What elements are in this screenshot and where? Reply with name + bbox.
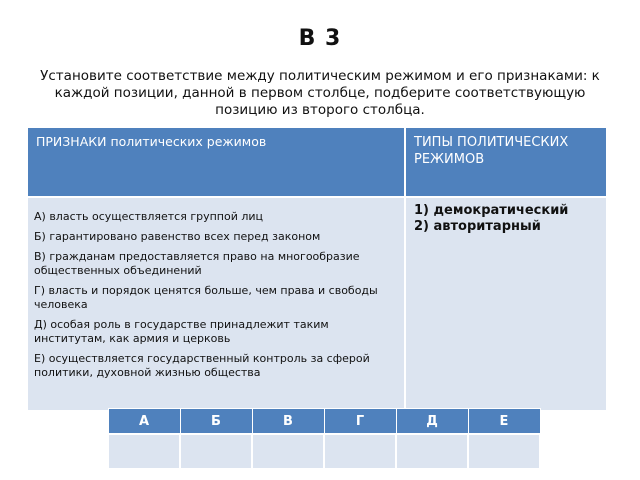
criterion-v: В) гражданам предоставляется право на многообразие общественных объединений — [34, 250, 360, 277]
type-2: 2) авторитарный — [414, 219, 541, 234]
types-column-header — [405, 128, 606, 197]
answer-cell-e[interactable] — [468, 434, 540, 469]
answer-grid-input-row — [108, 434, 540, 469]
answer-cell-a[interactable] — [108, 434, 180, 469]
criteria-column-header — [28, 128, 405, 197]
matching-table-body-row — [28, 197, 606, 410]
answer-letter-v: В — [252, 409, 324, 435]
criteria-list — [28, 198, 404, 380]
criterion-b: Б) гарантировано равенство всех перед законом — [34, 230, 321, 243]
answer-grid — [107, 408, 541, 470]
types-cell — [405, 197, 606, 410]
answer-cell-v[interactable] — [252, 434, 324, 469]
criterion-d: Д) особая роль в государстве принадлежит таким институтам, как армия и церковь — [34, 318, 329, 345]
matching-table-header-row — [28, 128, 606, 197]
type-1: 1) демократический — [414, 203, 569, 218]
matching-table — [28, 128, 606, 410]
criteria-cell — [28, 197, 405, 410]
answer-cell-d[interactable] — [396, 434, 468, 469]
answer-letter-d: Д — [396, 409, 468, 435]
criterion-e: Е) осуществляется государственный контроль за сферой политики, духовной жизнью общества — [34, 352, 370, 379]
criteria-column-header-label: ПРИЗНАКИ политических режимов — [36, 134, 267, 149]
types-column-header-label: ТИПЫ ПОЛИТИЧЕСКИХ РЕЖИМОВ — [414, 135, 569, 167]
criterion-a: А) власть осуществляется группой лиц — [34, 210, 264, 223]
task-instruction: Установите соответствие между политическим режимом и его признаками: к каждой позиции, данной в первом столбце, подберите соответствующую позицию из второго столбца. — [40, 68, 600, 118]
answer-letter-b: Б — [180, 409, 252, 435]
answer-letter-e: Е — [468, 409, 540, 435]
answer-letter-a: А — [108, 409, 180, 435]
answer-letter-g: Г — [324, 409, 396, 435]
page-title: В 3 — [298, 26, 342, 51]
types-list — [406, 198, 606, 235]
criterion-g: Г) власть и порядок ценятся больше, чем права и свободы человека — [34, 284, 378, 311]
answer-cell-b[interactable] — [180, 434, 252, 469]
answer-grid-header-row — [108, 409, 540, 435]
answer-cell-g[interactable] — [324, 434, 396, 469]
